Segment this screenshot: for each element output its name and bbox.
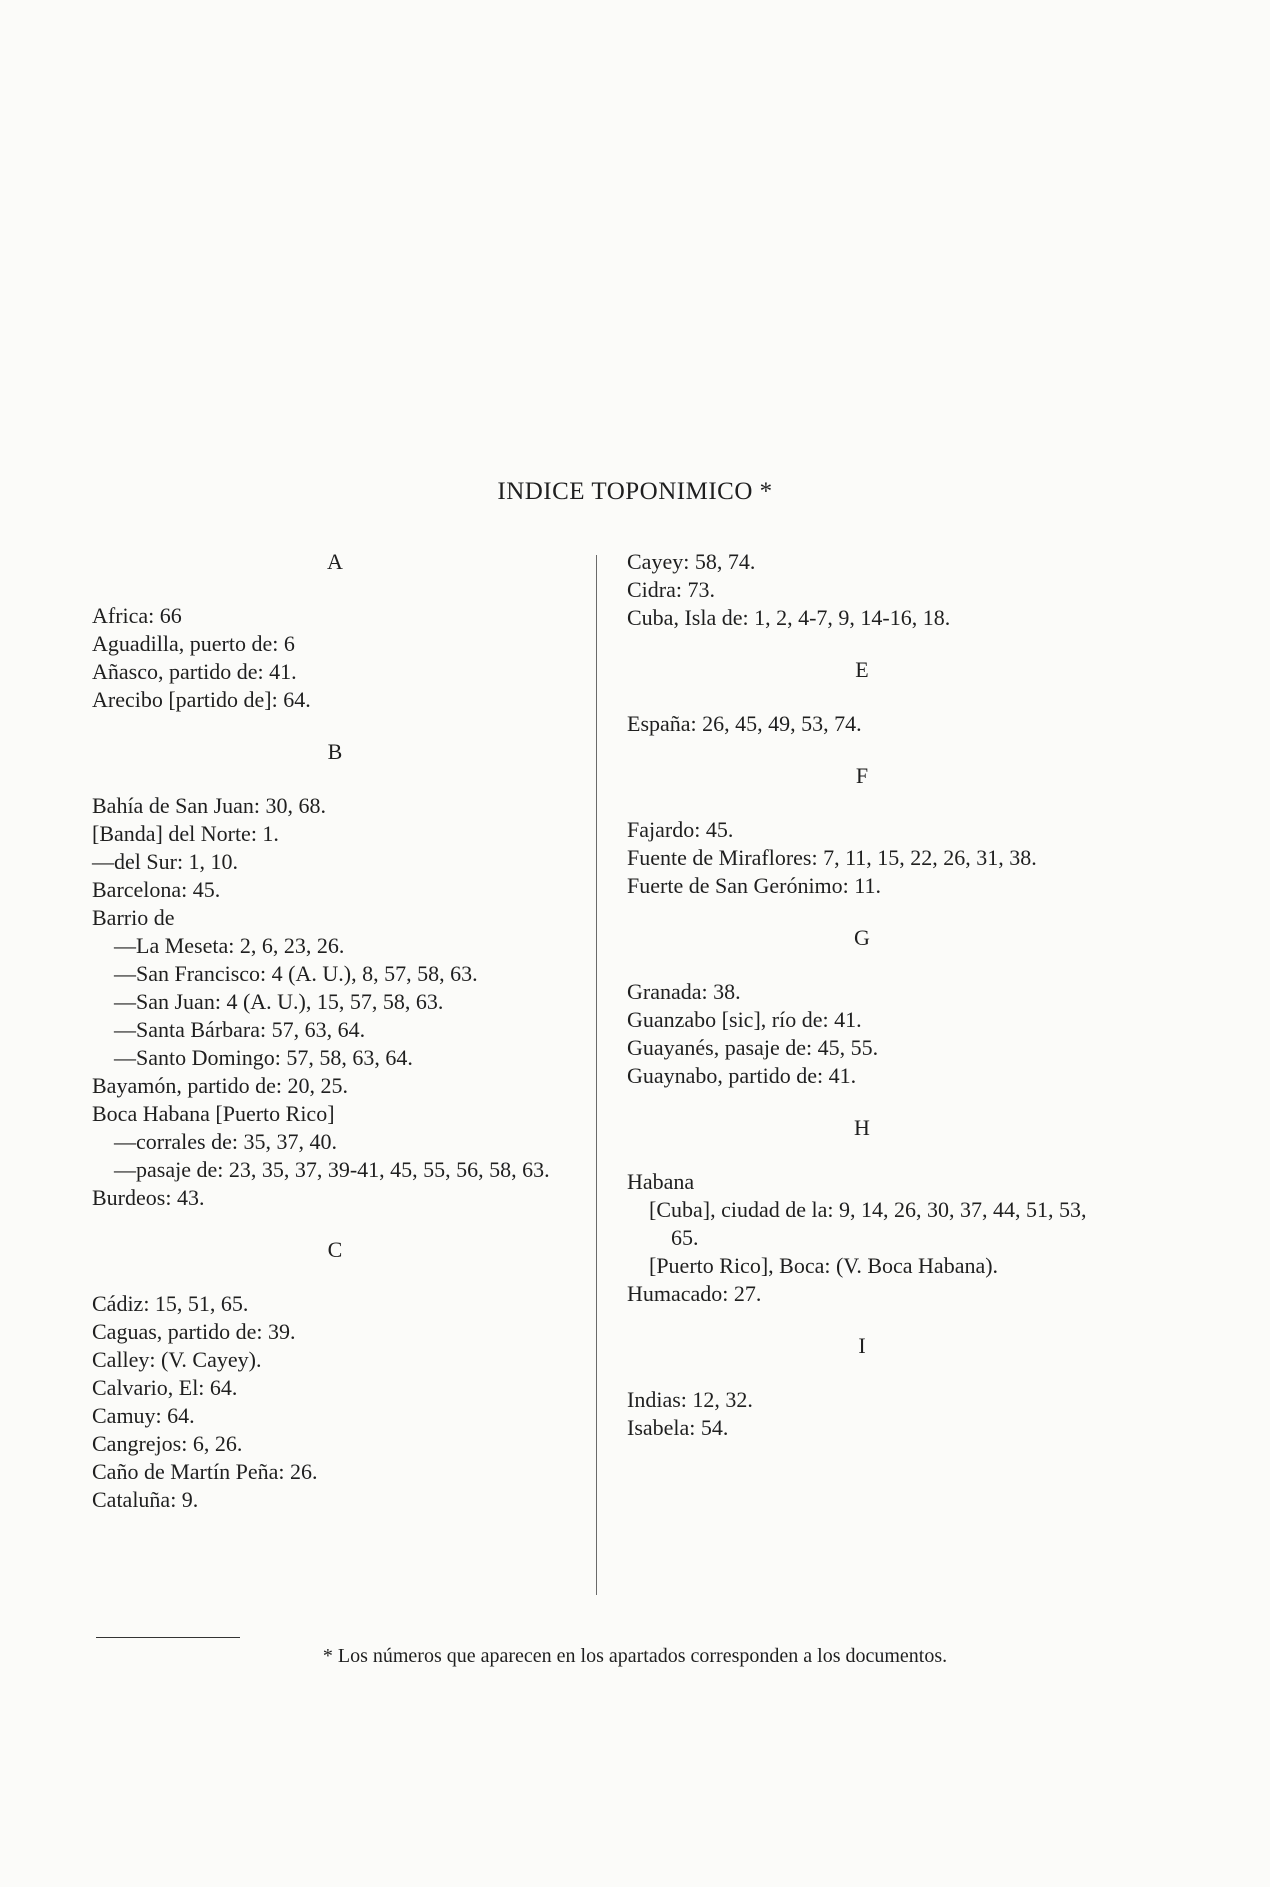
index-entry: Camuy: 64. — [92, 1403, 195, 1428]
column-divider — [596, 555, 597, 1595]
index-entry: Guayanés, pasaje de: 45, 55. — [627, 1035, 879, 1060]
index-entry: Calley: (V. Cayey). — [92, 1347, 262, 1372]
index-entry: Aguadilla, puerto de: 6 — [92, 631, 295, 656]
footnote-rule — [96, 1637, 240, 1638]
index-entry: Guaynabo, partido de: 41. — [627, 1063, 857, 1088]
index-entry: Barrio de — [92, 905, 175, 930]
index-entry: Barcelona: 45. — [92, 877, 221, 902]
page-title: INDICE TOPONIMICO * — [497, 478, 773, 505]
index-subentry: —Santa Bárbara: 57, 63, 64. — [114, 1017, 366, 1042]
left-column — [92, 548, 578, 1514]
index-subentry: —pasaje de: 23, 35, 37, 39-41, 45, 55, 56, 58, 63. — [114, 1157, 550, 1182]
index-entry: [Banda] del Norte: 1. — [92, 821, 279, 846]
index-subentry: [Puerto Rico], Boca: (V. Boca Habana). — [649, 1253, 999, 1278]
index-entry: Cataluña: 9. — [92, 1487, 199, 1512]
index-entry: Fuente de Miraflores: 7, 11, 15, 22, 26, 31, 38. — [627, 845, 1037, 870]
index-entry: Cádiz: 15, 51, 65. — [92, 1291, 249, 1316]
section-letter-c: C — [327, 1237, 343, 1262]
index-entry: Africa: 66 — [92, 603, 182, 628]
index-entry: Bayamón, partido de: 20, 25. — [92, 1073, 349, 1098]
index-entry: Cayey: 58, 74. — [627, 549, 756, 574]
index-entry: Calvario, El: 64. — [92, 1375, 238, 1400]
index-entry: —del Sur: 1, 10. — [92, 849, 239, 874]
index-subentry: —Santo Domingo: 57, 58, 63, 64. — [114, 1045, 413, 1070]
section-letter-g: G — [854, 925, 870, 950]
index-subentry: [Cuba], ciudad de la: 9, 14, 26, 30, 37, 44, 51, 53, 65. — [649, 1197, 1087, 1250]
section-letter-b: B — [327, 739, 343, 764]
section-letter-e: E — [855, 657, 869, 682]
section-letter-i: I — [858, 1333, 866, 1358]
section-letter-a: A — [327, 549, 343, 574]
index-entry: Cangrejos: 6, 26. — [92, 1431, 243, 1456]
index-entry: Fuerte de San Gerónimo: 11. — [627, 873, 881, 898]
index-subentry: —San Juan: 4 (A. U.), 15, 57, 58, 63. — [114, 989, 444, 1014]
index-entry: Habana — [627, 1169, 695, 1194]
index-entry: Humacado: 27. — [627, 1281, 762, 1306]
index-entry: Caño de Martín Peña: 26. — [92, 1459, 318, 1484]
index-entry: Fajardo: 45. — [627, 817, 734, 842]
index-entry: Cidra: 73. — [627, 577, 715, 602]
section-letter-h: H — [854, 1115, 870, 1140]
index-entry: Bahía de San Juan: 30, 68. — [92, 793, 327, 818]
index-entry: Cuba, Isla de: 1, 2, 4-7, 9, 14-16, 18. — [627, 605, 951, 630]
index-subentry: —San Francisco: 4 (A. U.), 8, 57, 58, 63. — [114, 961, 478, 986]
section-letter-f: F — [855, 763, 869, 788]
index-entry: Guanzabo [sic], río de: 41. — [627, 1007, 862, 1032]
index-entry: Boca Habana [Puerto Rico] — [92, 1101, 335, 1126]
index-entry: Arecibo [partido de]: 64. — [92, 687, 311, 712]
index-entry: España: 26, 45, 49, 53, 74. — [627, 711, 862, 736]
footnote: * Los números que aparecen en los apartados corresponden a los documentos. — [322, 1645, 948, 1667]
index-entry: Burdeos: 43. — [92, 1185, 205, 1210]
index-subentry: —La Meseta: 2, 6, 23, 26. — [114, 933, 345, 958]
index-entry: Indias: 12, 32. — [627, 1387, 753, 1412]
index-entry: Caguas, partido de: 39. — [92, 1319, 296, 1344]
right-column — [627, 548, 1097, 1442]
index-subentry: —corrales de: 35, 37, 40. — [114, 1129, 337, 1154]
index-entry: Granada: 38. — [627, 979, 741, 1004]
index-entry: Añasco, partido de: 41. — [92, 659, 297, 684]
index-entry: Isabela: 54. — [627, 1415, 729, 1440]
